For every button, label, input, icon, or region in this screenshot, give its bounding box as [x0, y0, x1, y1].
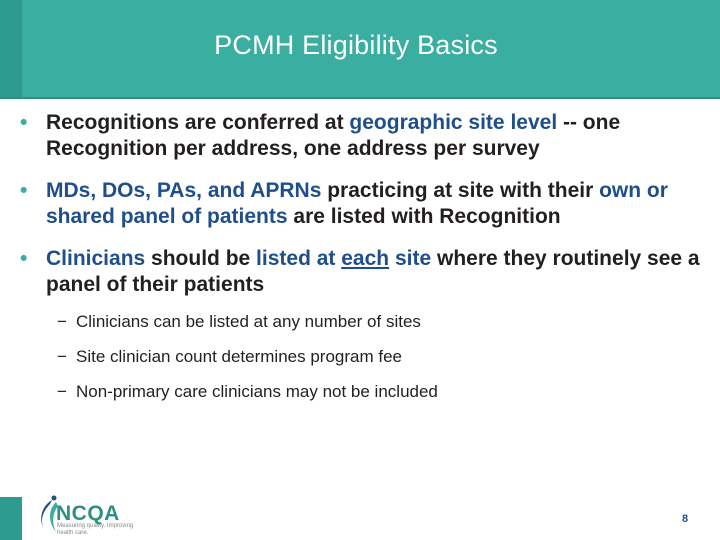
bullet-list	[20, 110, 710, 417]
sub-bullet-item: − Non-primary care clinicians may not be included	[57, 382, 438, 401]
header-divider	[0, 97, 720, 99]
bullet-dot: •	[20, 247, 28, 270]
bullet-text: Recognitions are conferred at geographic site level -- one Recognition per address, one address per survey	[46, 111, 621, 160]
logo-tagline: Measuring quality. Improving health care.	[57, 523, 134, 536]
bullet-item-2	[20, 178, 710, 230]
page-number: 8	[682, 513, 689, 525]
sub-bullet-item: − Site clinician count determines program fee	[57, 347, 402, 366]
bullet-text: MDs, DOs, PAs, and APRNs practicing at site with their own or shared panel of patients are listed with Recognition	[46, 179, 668, 228]
sub-bullet-list	[20, 312, 710, 402]
bullet-text: Clinicians should be listed at each site where they routinely see a panel of their patients	[46, 247, 700, 296]
bullet-item-1	[20, 110, 710, 162]
bullet-dot: •	[20, 111, 28, 134]
dash-marker: −	[57, 312, 67, 331]
dash-marker: −	[57, 347, 67, 366]
slide-title: PCMH Eligibility Basics	[214, 30, 498, 60]
bullet-item-3	[20, 246, 710, 298]
footer-accent-strip	[0, 497, 22, 540]
logo-wordmark: NCQA	[56, 502, 120, 525]
dash-marker: −	[57, 382, 67, 401]
bullet-dot: •	[20, 179, 28, 202]
sub-bullet-item: − Clinicians can be listed at any number of sites	[57, 312, 421, 331]
